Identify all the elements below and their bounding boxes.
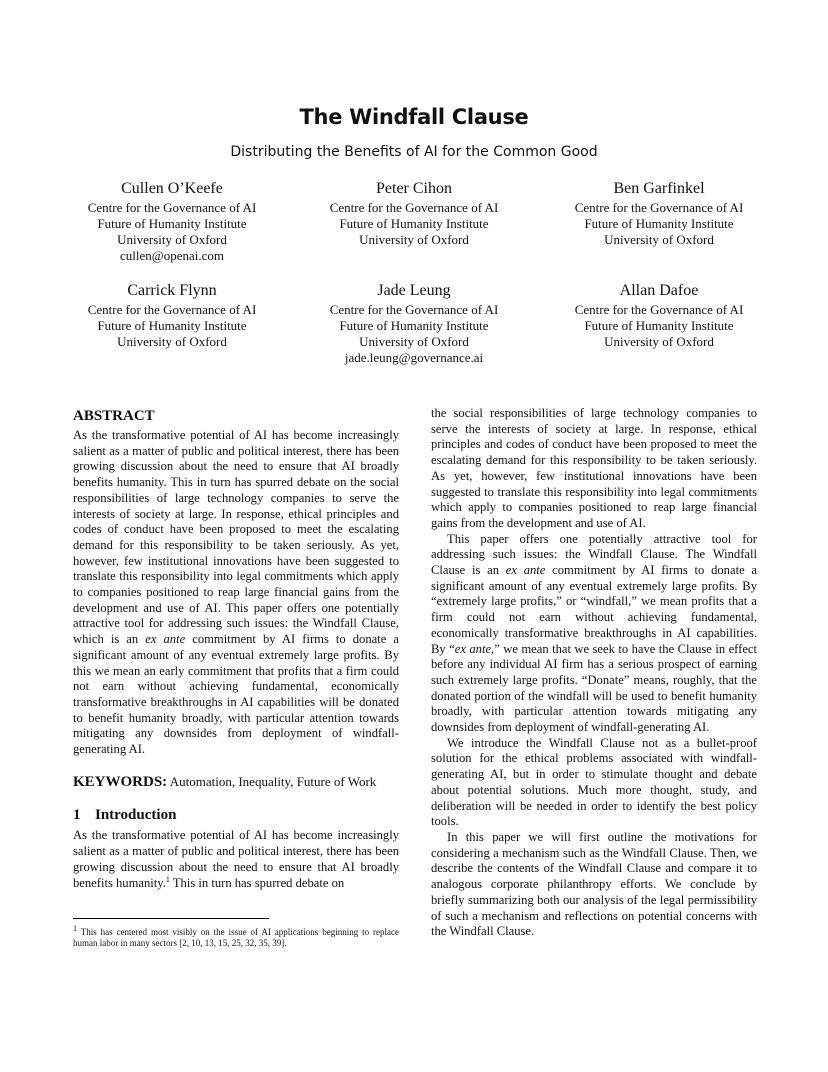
author-affiliation: University of Oxford <box>359 232 469 247</box>
author-affiliation: Future of Humanity Institute <box>584 216 734 231</box>
author-block <box>294 281 534 366</box>
author-name: Ben Garfinkel <box>613 180 705 197</box>
author-affiliation: Centre for the Governance of AI <box>574 200 744 215</box>
keywords-text: Automation, Inequality, Future of Work <box>169 773 377 789</box>
abstract-heading: ABSTRACT <box>73 408 155 424</box>
author-affiliation: University of Oxford <box>604 334 714 349</box>
keywords-line <box>73 774 399 791</box>
author-affiliation: Future of Humanity Institute <box>339 216 489 231</box>
body-paragraph: In this paper we will first outline the motivations for considering a mechanism such as the Windfall Clause. Then, we describe the contents of the Windfall Clause and compare it to analogous corporate philanthropy efforts. We conclude by briefly summarizing both our analysis of the legal permissibility of such a mechanism and reflections on potential concerns with the Windfall Clause. <box>431 829 757 939</box>
keywords-label: KEYWORDS: <box>73 773 168 790</box>
author-affiliation: University of Oxford <box>359 334 469 349</box>
author-affiliation: University of Oxford <box>604 232 714 247</box>
author-affiliation: Centre for the Governance of AI <box>87 302 257 317</box>
author-block <box>539 179 779 248</box>
author-name: Carrick Flynn <box>127 282 217 299</box>
author-name: Peter Cihon <box>376 180 452 197</box>
author-affiliation: University of Oxford <box>117 232 227 247</box>
footnote-marker[interactable]: 1 <box>165 874 170 884</box>
author-email[interactable]: cullen@openai.com <box>119 248 225 263</box>
author-block <box>52 281 292 350</box>
author-affiliation: Future of Humanity Institute <box>584 318 734 333</box>
author-affiliation: Centre for the Governance of AI <box>574 302 744 317</box>
footnote: $^1$ This has centered most visibly on the issue of AI applications beginning to replace human labor in many sectors [2, 10, 13, 15, 25, 32, 35, 39]. <box>73 924 399 948</box>
author-block <box>539 281 779 350</box>
author-affiliation: Centre for the Governance of AI <box>329 302 499 317</box>
author-affiliation: Future of Humanity Institute <box>339 318 489 333</box>
author-name: Cullen O’Keefe <box>121 180 223 197</box>
section-heading-introduction: 1 Introduction <box>73 807 177 824</box>
right-column <box>431 406 757 940</box>
author-email[interactable]: jade.leung@governance.ai <box>344 350 484 365</box>
body-paragraph: This paper offers one potentially attractive tool for addressing such issues: the Windfall Clause. The Windfall Clause is an ex ante commitment by AI firms to donate a significant amount of any eventual extremely large profits. By “extremely large profits,” or “windfall,” we mean profits that a firm could not earn without achieving fundamental, economically transformative breakthroughs in AI capabilities. By “ex ante,” we mean that we seek to have the Clause in effect before any individual AI firm has a serious prospect of earning such extremely large profits. “Donate” means, roughly, that the donated portion of the windfall will be used to benefit humanity broadly, with particular attention towards mitigating any downsides from deployment of windfall-generating AI. <box>431 531 758 735</box>
author-affiliation: University of Oxford <box>117 334 227 349</box>
author-block <box>52 179 292 264</box>
author-name: Jade Leung <box>377 282 451 299</box>
author-affiliation: Future of Humanity Institute <box>97 216 247 231</box>
author-block <box>294 179 534 248</box>
paper-subtitle: Distributing the Benefits of AI for the Common Good <box>230 144 598 160</box>
intro-paragraph: As the transformative potential of AI has become increasingly salient as a matter of public and political interest, there has been growing discussion about the need to ensure that AI broadly benefits humanity.$^1$ This in turn has spurred debate on <box>73 828 399 890</box>
author-name: Allan Dafoe <box>619 282 699 299</box>
body-paragraph: the social responsibilities of large technology companies to serve the interests of society at large. In response, ethical principles and codes of conduct have been proposed to meet the escalating demand for this responsibility to be taken seriously. As yet, however, few institutional innovations have been suggested to translate this responsibility into legal commitments which apply to companies positioned to reap large financial gains from the development and use of AI. <box>431 406 757 530</box>
author-affiliation: Future of Humanity Institute <box>97 318 247 333</box>
left-column <box>73 407 399 891</box>
author-affiliation: Centre for the Governance of AI <box>87 200 257 215</box>
author-affiliation: Centre for the Governance of AI <box>329 200 499 215</box>
paper-title: The Windfall Clause <box>299 105 529 129</box>
body-paragraph: We introduce the Windfall Clause not as a bullet-proof solution for the ethical problems associated with windfall-generating AI, but in order to stimulate thought and debate about potential solutions. Much more thought, study, and deliberation will be needed in order to identify the best policy tools. <box>431 735 757 829</box>
abstract-text: As the transformative potential of AI has become increasingly salient as a matter of public and political interest, there has been growing discussion about the need to ensure that AI broadly benefits humanity. This in turn has spurred debate on the social responsibilities of large technology companies to serve the interests of society at large. In response, ethical principles and codes of conduct have been proposed to meet the escalating demand for this responsibility to be taken seriously. As yet, however, few institutional innovations have been suggested to translate this responsibility into legal commitments which apply to companies positioned to reap large financial gains from the development and use of AI. This paper offers one potentially attractive tool for addressing such issues: the Windfall Clause, which is an ex ante commitment by AI firms to donate a significant amount of any eventual extremely large profits. By this we mean an early commitment that profits that a firm could not earn without achieving fundamental, economically transformative breakthroughs in AI capabilities will be donated to benefit humanity broadly, with particular attention towards mitigating any downsides from deployment of windfall-generating AI. <box>73 428 399 757</box>
footnote-divider <box>73 918 269 919</box>
